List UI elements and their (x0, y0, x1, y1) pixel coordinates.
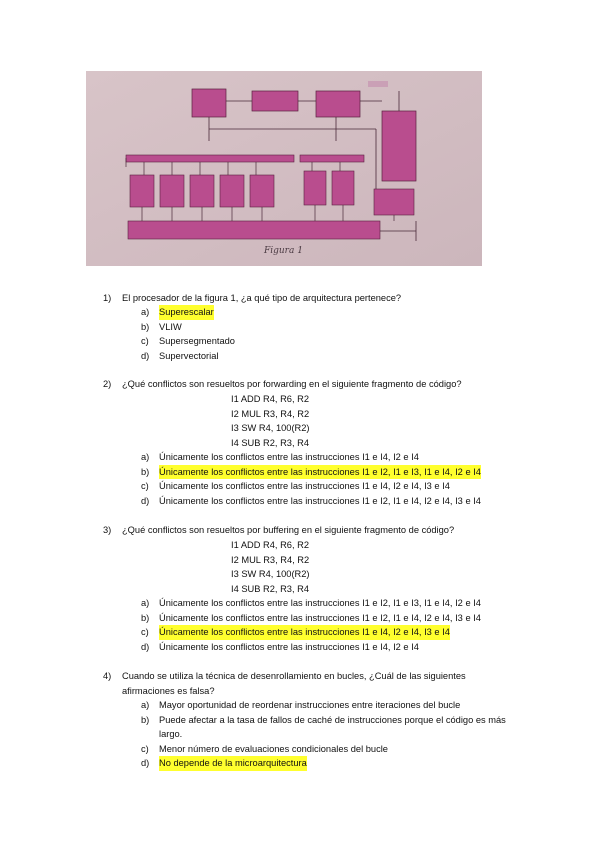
option-letter: a) (141, 700, 150, 710)
option-letter: c) (141, 627, 149, 637)
option-letter: d) (141, 495, 150, 506)
figure-photo (86, 71, 482, 266)
processor-block-diagram (86, 71, 482, 266)
option-2d (0, 494, 600, 509)
option-3a (0, 596, 600, 611)
code-line: I4 SUB R2, R3, R4 (231, 583, 310, 594)
option-text: Menor número de evaluaciones condicionales del bucle (159, 743, 388, 754)
option-letter: c) (141, 481, 149, 491)
option-1c (0, 334, 600, 349)
option-text: Únicamente los conflictos entre las instrucciones I1 e I2, I1 e I4, I2 e I4, I3 e I4 (159, 495, 481, 506)
option-text: Únicamente los conflictos entre las instrucciones I1 e I4, I2 e I4, I3 e I4 (159, 625, 450, 640)
question-text: ¿Qué conflictos son resueltos por buffering en el siguiente fragmento de código? (122, 525, 455, 535)
question-text: El procesador de la figura 1, ¿a qué tipo de arquitectura pertenece? (122, 293, 402, 303)
option-2a (0, 450, 600, 465)
question-number: 2) (103, 379, 112, 389)
option-text: Mayor oportunidad de reordenar instrucciones entre iteraciones del bucle (159, 700, 461, 710)
option-letter: d) (141, 641, 150, 652)
option-3d (0, 640, 600, 655)
option-text: Supersegmentado (159, 336, 235, 346)
option-letter: d) (141, 350, 150, 361)
option-text: Únicamente los conflictos entre las instrucciones I1 e I4, I2 e I4 (159, 452, 419, 462)
question-text: Cuando se utiliza la técnica de desenrollamiento en bucles, ¿Cuál de las siguientes afirmaciones es falsa? (122, 671, 466, 696)
option-text: Puede afectar a la tasa de fallos de caché de instrucciones porque el código es más largo. (159, 714, 506, 739)
option-letter: a) (141, 598, 150, 608)
question-number: 3) (103, 525, 112, 535)
option-1a (0, 305, 600, 320)
option-letter: a) (141, 307, 150, 317)
question-text: ¿Qué conflictos son resueltos por forwarding en el siguiente fragmento de código? (122, 379, 462, 389)
option-text: Únicamente los conflictos entre las instrucciones I1 e I2, I1 e I3, I1 e I4, I2 e I4 (159, 598, 481, 608)
code-line: I1 ADD R4, R6, R2 (231, 540, 310, 550)
code-line: I3 SW R4, 100(R2) (231, 569, 310, 579)
option-1d (0, 349, 600, 364)
option-text: Únicamente los conflictos entre las instrucciones I1 e I4, I2 e I4 (159, 641, 419, 652)
question-number: 4) (103, 671, 112, 681)
option-letter: b) (141, 612, 150, 623)
figure-caption: Figura 1 (264, 246, 303, 256)
code-line: I3 SW R4, 100(R2) (231, 423, 310, 433)
code-line: I1 ADD R4, R6, R2 (231, 394, 310, 404)
option-letter: b) (141, 466, 150, 477)
code-line: I4 SUB R2, R3, R4 (231, 437, 310, 448)
option-4c (0, 742, 600, 757)
option-text: Únicamente los conflictos entre las instrucciones I1 e I2, I1 e I4, I2 e I4, I3 e I4 (159, 612, 481, 623)
option-1b (0, 320, 600, 335)
option-letter: b) (141, 714, 150, 725)
option-2b (0, 465, 600, 480)
option-3b (0, 611, 600, 626)
option-letter: c) (141, 336, 149, 346)
option-4a (0, 698, 600, 713)
option-letter: d) (141, 758, 150, 768)
option-text: Únicamente los conflictos entre las instrucciones I1 e I2, I1 e I3, I1 e I4, I2 e I4 (159, 465, 481, 480)
option-2c (0, 479, 600, 494)
code-line: I2 MUL R3, R4, R2 (231, 554, 310, 565)
option-letter: c) (141, 743, 149, 754)
option-text: VLIW (159, 321, 182, 332)
option-3c (0, 625, 600, 640)
option-letter: a) (141, 452, 150, 462)
question-number: 1) (103, 293, 112, 303)
option-4d (0, 756, 600, 771)
option-text: No depende de la microarquitectura (159, 756, 307, 771)
option-text: Supervectorial (159, 350, 219, 361)
option-text: Superescalar (159, 305, 214, 320)
option-text: Únicamente los conflictos entre las instrucciones I1 e I4, I2 e I4, I3 e I4 (159, 481, 450, 491)
option-4b (0, 713, 600, 742)
code-line: I2 MUL R3, R4, R2 (231, 408, 310, 419)
option-letter: b) (141, 321, 150, 332)
